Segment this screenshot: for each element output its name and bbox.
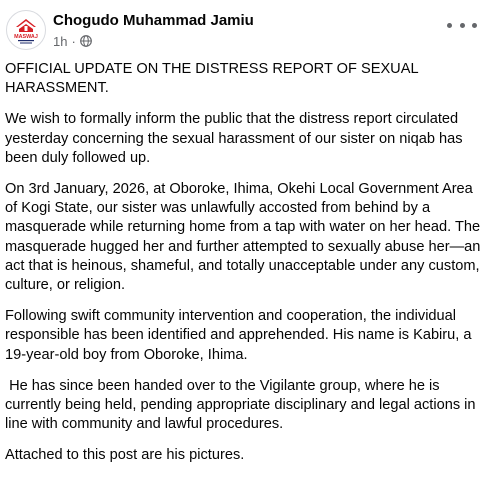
post-paragraph: He has since been handed over to the Vigilante group, where he is currently being held, pending appropriate disciplinary and legal actions in line with community and lawful procedures.: [5, 377, 480, 433]
post-meta: [53, 33, 92, 49]
more-dot-icon: [460, 23, 465, 28]
post-paragraph-title: OFFICIAL UPDATE ON THE DISTRESS REPORT OF SEXUAL HARASSMENT.: [5, 61, 423, 97]
meta-separator: ·: [71, 33, 76, 49]
post-paragraph: On 3rd January, 2026, at Oboroke, Ihima, Okehi Local Government Area of Kogi State, our sister was unlawfully accosted from behind by a masquerade while returning home from a tap with water on her head. The masquerade hugged her and further attempted to sexually abuse her—an act that is heinous, shameful, and totally unacceptable under any custom, culture, or religion.: [5, 181, 485, 294]
post-header: [0, 0, 492, 54]
post-timestamp[interactable]: 1h: [53, 33, 68, 49]
post-body: [5, 60, 487, 478]
post-paragraph: We wish to formally inform the public that the distress report circulated yesterday concerning the sexual harassment of our sister on niqab has been duly followed up.: [5, 111, 467, 166]
avatar-logo: [7, 11, 45, 49]
globe-icon[interactable]: [80, 35, 92, 47]
more-dot-icon: [447, 23, 452, 28]
post-paragraph: Attached to this post are his pictures.: [5, 447, 245, 464]
author-name[interactable]: Chogudo Muhammad Jamiu: [53, 12, 254, 29]
post-paragraph: Following swift community intervention and cooperation, the individual responsible has been identified and apprehended. His name is Kabiru, a 19-year-old boy from Oboroke, Ihima.: [5, 308, 476, 363]
avatar[interactable]: [6, 10, 46, 50]
more-options-button[interactable]: [447, 16, 477, 34]
more-dot-icon: [472, 23, 477, 28]
svg-text:MASWAJ: MASWAJ: [14, 34, 38, 40]
